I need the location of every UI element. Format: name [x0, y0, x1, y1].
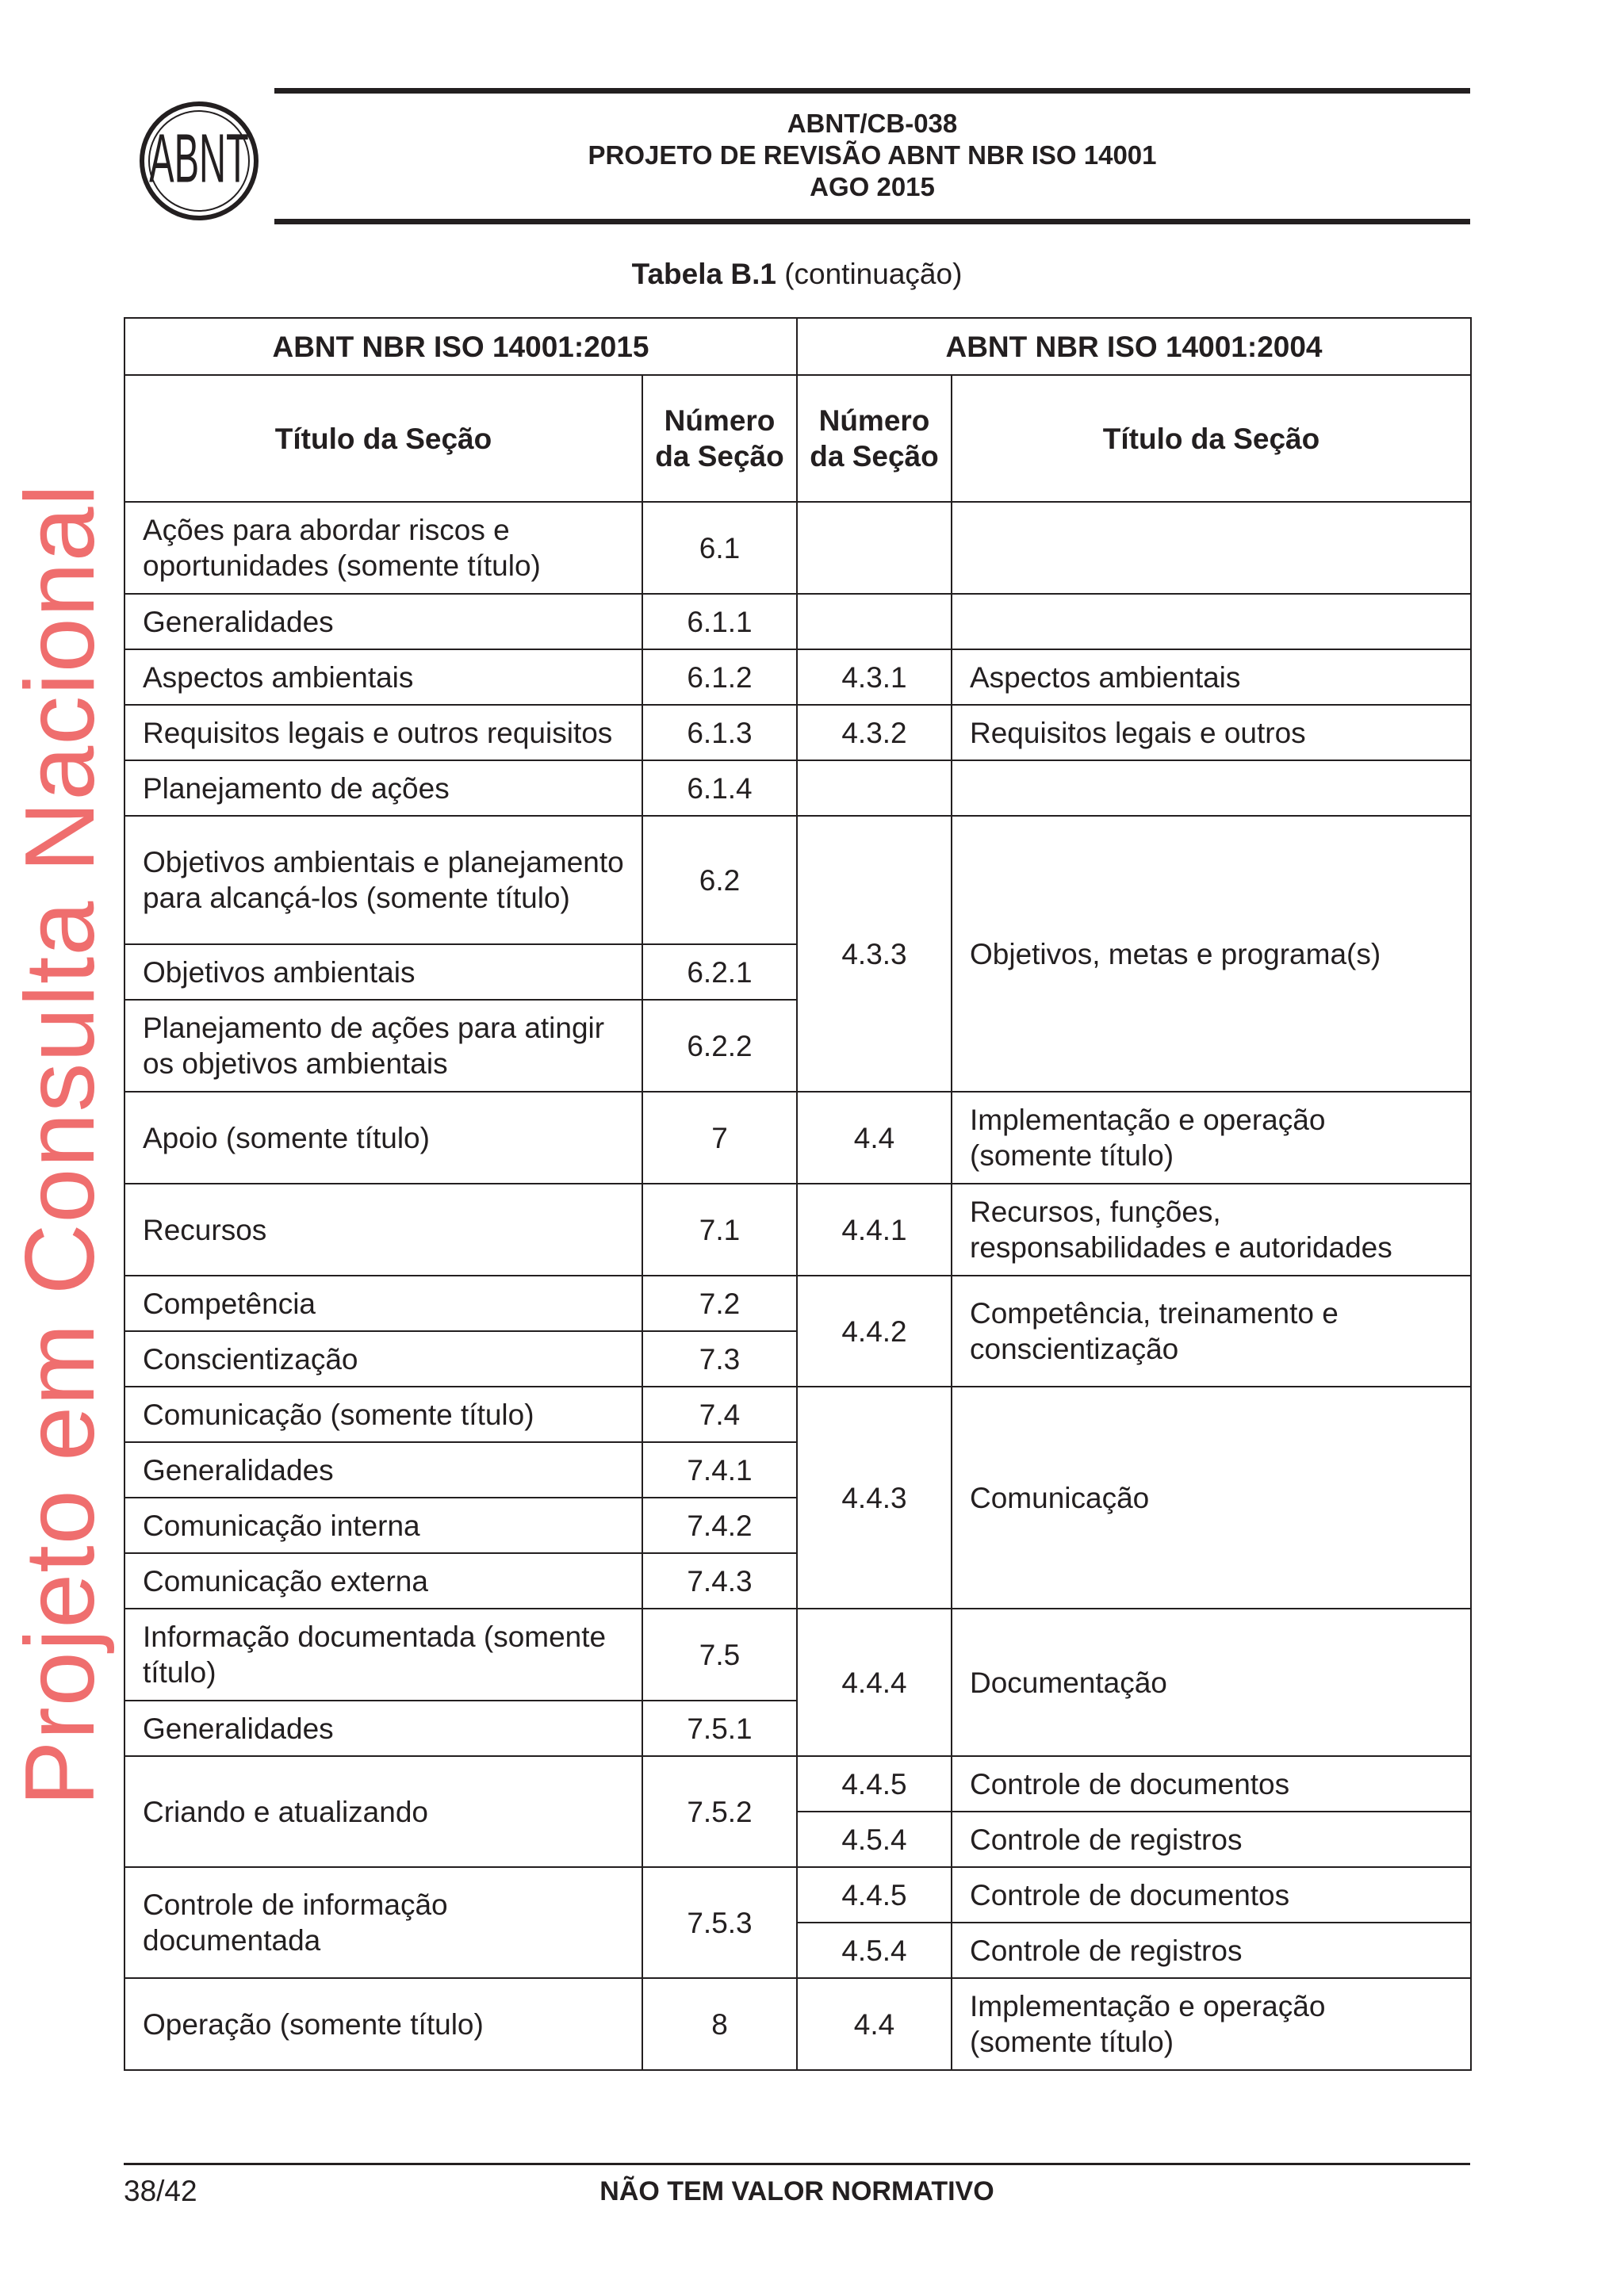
table-row	[124, 1867, 1471, 1923]
cell-number-2015: 7	[642, 1092, 797, 1184]
header-2015: ABNT NBR ISO 14001:2015	[124, 318, 797, 375]
cell-number-2004	[797, 760, 952, 816]
cell-title-2004: Objetivos, metas e programa(s)	[952, 816, 1471, 1092]
committee-code: ABNT/CB-038	[787, 109, 958, 138]
cell-title-2004: Documentação	[952, 1609, 1471, 1756]
cell-number-2004: 4.4.3	[797, 1387, 952, 1609]
watermark: Projeto em Consulta Nacional	[6, 483, 115, 1807]
cell-title-2015: Controle de informação documentada	[124, 1867, 642, 1978]
cell-title-2004	[952, 760, 1471, 816]
cell-title-2015: Competência	[124, 1276, 642, 1331]
cell-title-2015: Comunicação externa	[124, 1553, 642, 1609]
table-row	[124, 1092, 1471, 1184]
cell-number-2004	[797, 594, 952, 649]
cell-number-2004: 4.4	[797, 1978, 952, 2070]
cell-number-2004: 4.5.4	[797, 1923, 952, 1978]
cell-title-2004: Controle de documentos	[952, 1867, 1471, 1923]
table-row	[124, 705, 1471, 760]
cell-title-2015: Planejamento de ações para atingir os objetivos ambientais	[124, 1000, 642, 1092]
cell-number-2004: 4.4.5	[797, 1756, 952, 1812]
project-title: PROJETO DE REVISÃO ABNT NBR ISO 14001	[588, 140, 1157, 170]
cell-title-2015: Requisitos legais e outros requisitos	[124, 705, 642, 760]
cell-title-2015: Criando e atualizando	[124, 1756, 642, 1867]
cell-number-2004: 4.5.4	[797, 1812, 952, 1867]
cell-number-2015: 7.4.1	[642, 1442, 797, 1498]
cell-number-2015: 7.4.3	[642, 1553, 797, 1609]
table-row	[124, 1978, 1471, 2070]
abnt-logo	[138, 100, 260, 222]
svg-text:ABNT: ABNT	[149, 118, 249, 197]
cell-title-2004: Requisitos legais e outros	[952, 705, 1471, 760]
col-number-2015: Número da Seção	[642, 375, 797, 502]
document-header	[274, 108, 1470, 203]
table-row	[124, 594, 1471, 649]
cell-title-2015: Recursos	[124, 1184, 642, 1276]
cell-title-2004: Implementação e operação (somente título)	[952, 1092, 1471, 1184]
cell-title-2015: Generalidades	[124, 594, 642, 649]
cell-number-2004: 4.4.2	[797, 1276, 952, 1387]
table-row	[124, 760, 1471, 816]
col-number-2004: Número da Seção	[797, 375, 952, 502]
cell-number-2015: 7.2	[642, 1276, 797, 1331]
table-caption	[124, 255, 1470, 293]
cell-number-2015: 6.1.4	[642, 760, 797, 816]
cell-title-2015: Objetivos ambientais	[124, 944, 642, 1000]
cell-number-2015: 6.1.1	[642, 594, 797, 649]
cell-title-2015: Planejamento de ações	[124, 760, 642, 816]
cell-number-2015: 7.3	[642, 1331, 797, 1387]
table-row	[124, 1609, 1471, 1701]
table-row	[124, 816, 1471, 944]
table-row	[124, 1387, 1471, 1442]
cell-number-2015: 6.2.2	[642, 1000, 797, 1092]
cell-number-2004: 4.3.2	[797, 705, 952, 760]
cell-number-2004: 4.3.3	[797, 816, 952, 1092]
table-caption-label: Tabela B.1	[631, 258, 776, 290]
cell-title-2015: Conscientização	[124, 1331, 642, 1387]
cell-number-2015: 6.1.3	[642, 705, 797, 760]
cell-title-2015: Objetivos ambientais e planejamento para alcançá-los (somente título)	[124, 816, 642, 944]
table-group-header	[124, 318, 1471, 375]
cell-number-2015: 7.4.2	[642, 1498, 797, 1553]
table-row	[124, 502, 1471, 594]
cell-title-2004	[952, 594, 1471, 649]
cell-title-2004: Competência, treinamento e conscientização	[952, 1276, 1471, 1387]
header-rule-bottom	[274, 219, 1470, 224]
cell-number-2015: 7.5.2	[642, 1756, 797, 1867]
table-row	[124, 1276, 1471, 1331]
correspondence-table	[124, 317, 1472, 2071]
col-title-2015: Título da Seção	[124, 375, 642, 502]
cell-title-2015: Informação documentada (somente título)	[124, 1609, 642, 1701]
cell-title-2015: Aspectos ambientais	[124, 649, 642, 705]
page-number: 38/42	[124, 2175, 197, 2207]
cell-number-2004	[797, 502, 952, 594]
cell-number-2004: 4.4.4	[797, 1609, 952, 1756]
footer-notice: NÃO TEM VALOR NORMATIVO	[599, 2176, 994, 2206]
table-row	[124, 1184, 1471, 1276]
cell-number-2015: 7.5.1	[642, 1701, 797, 1756]
cell-title-2015: Comunicação interna	[124, 1498, 642, 1553]
cell-number-2015: 6.1.2	[642, 649, 797, 705]
header-rule-top	[274, 88, 1470, 94]
cell-title-2015: Operação (somente título)	[124, 1978, 642, 2070]
cell-number-2004: 4.3.1	[797, 649, 952, 705]
cell-title-2015: Apoio (somente título)	[124, 1092, 642, 1184]
cell-number-2015: 7.1	[642, 1184, 797, 1276]
cell-number-2015: 7.5	[642, 1609, 797, 1701]
cell-title-2004: Comunicação	[952, 1387, 1471, 1609]
cell-title-2004: Controle de documentos	[952, 1756, 1471, 1812]
cell-number-2015: 6.2	[642, 816, 797, 944]
cell-number-2004: 4.4.5	[797, 1867, 952, 1923]
table-caption-suffix: (continuação)	[776, 258, 963, 290]
cell-number-2015: 6.2.1	[642, 944, 797, 1000]
cell-number-2015: 6.1	[642, 502, 797, 594]
cell-number-2015: 7.4	[642, 1387, 797, 1442]
cell-title-2015: Generalidades	[124, 1442, 642, 1498]
footer-rule	[124, 2163, 1470, 2165]
cell-title-2004: Controle de registros	[952, 1812, 1471, 1867]
cell-number-2004: 4.4.1	[797, 1184, 952, 1276]
cell-title-2004: Controle de registros	[952, 1923, 1471, 1978]
cell-title-2004: Implementação e operação (somente título)	[952, 1978, 1471, 2070]
project-date: AGO 2015	[810, 172, 935, 201]
cell-number-2015: 8	[642, 1978, 797, 2070]
table-row	[124, 1756, 1471, 1812]
header-2004: ABNT NBR ISO 14001:2004	[797, 318, 1471, 375]
cell-title-2015: Comunicação (somente título)	[124, 1387, 642, 1442]
cell-title-2015: Ações para abordar riscos e oportunidades (somente título)	[124, 502, 642, 594]
cell-number-2015: 7.5.3	[642, 1867, 797, 1978]
cell-title-2004: Recursos, funções, responsabilidades e autoridades	[952, 1184, 1471, 1276]
table-row	[124, 649, 1471, 705]
cell-number-2004: 4.4	[797, 1092, 952, 1184]
cell-title-2004	[952, 502, 1471, 594]
col-title-2004: Título da Seção	[952, 375, 1471, 502]
cell-title-2004: Aspectos ambientais	[952, 649, 1471, 705]
table-column-header	[124, 375, 1471, 502]
cell-title-2015: Generalidades	[124, 1701, 642, 1756]
